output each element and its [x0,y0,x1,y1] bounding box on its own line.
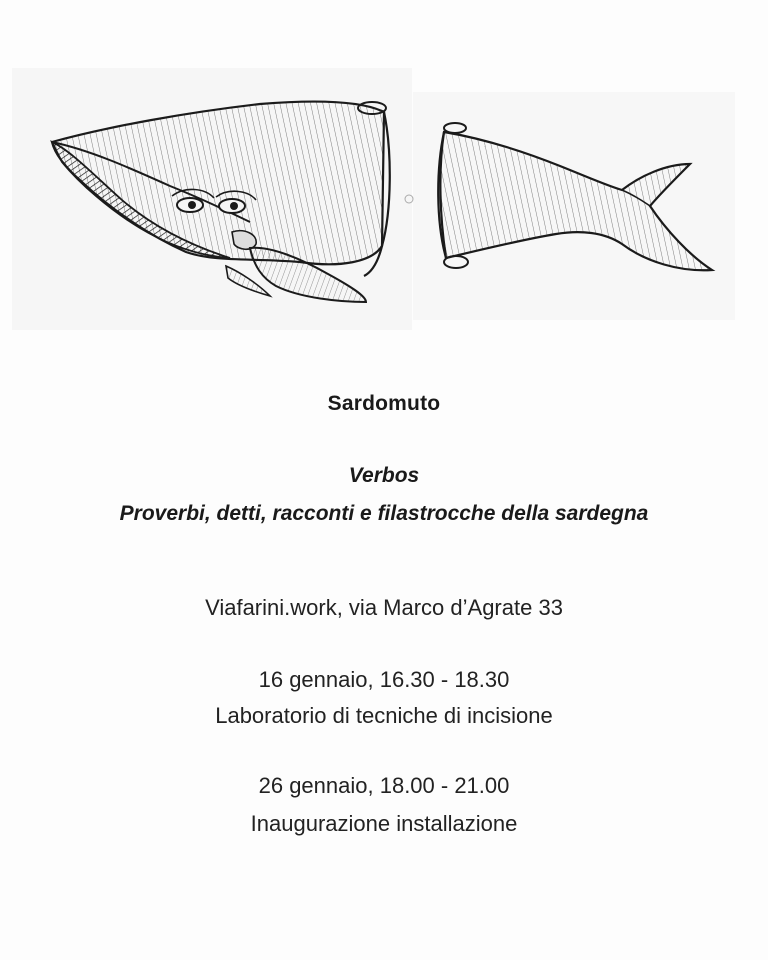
venue-address: Viafarini.work, via Marco d’Agrate 33 [205,595,563,620]
event-date: 16 gennaio, 16.30 - 18.30 [258,667,510,692]
artist-name: Sardomuto [327,392,441,415]
event-label: Inaugurazione installazione [250,811,518,836]
exhibition-subtitle: Proverbi, detti, racconti e filastrocche della sardegna [119,502,649,525]
event-label: Laboratorio di tecniche di incisione [215,703,553,728]
whale-head [52,102,390,302]
exhibition-title: Verbos [348,464,420,487]
whale-drawing [0,0,768,350]
whale-illustration [0,0,768,350]
event-date: 26 gennaio, 18.00 - 21.00 [258,773,510,798]
whale-tail [405,123,712,270]
